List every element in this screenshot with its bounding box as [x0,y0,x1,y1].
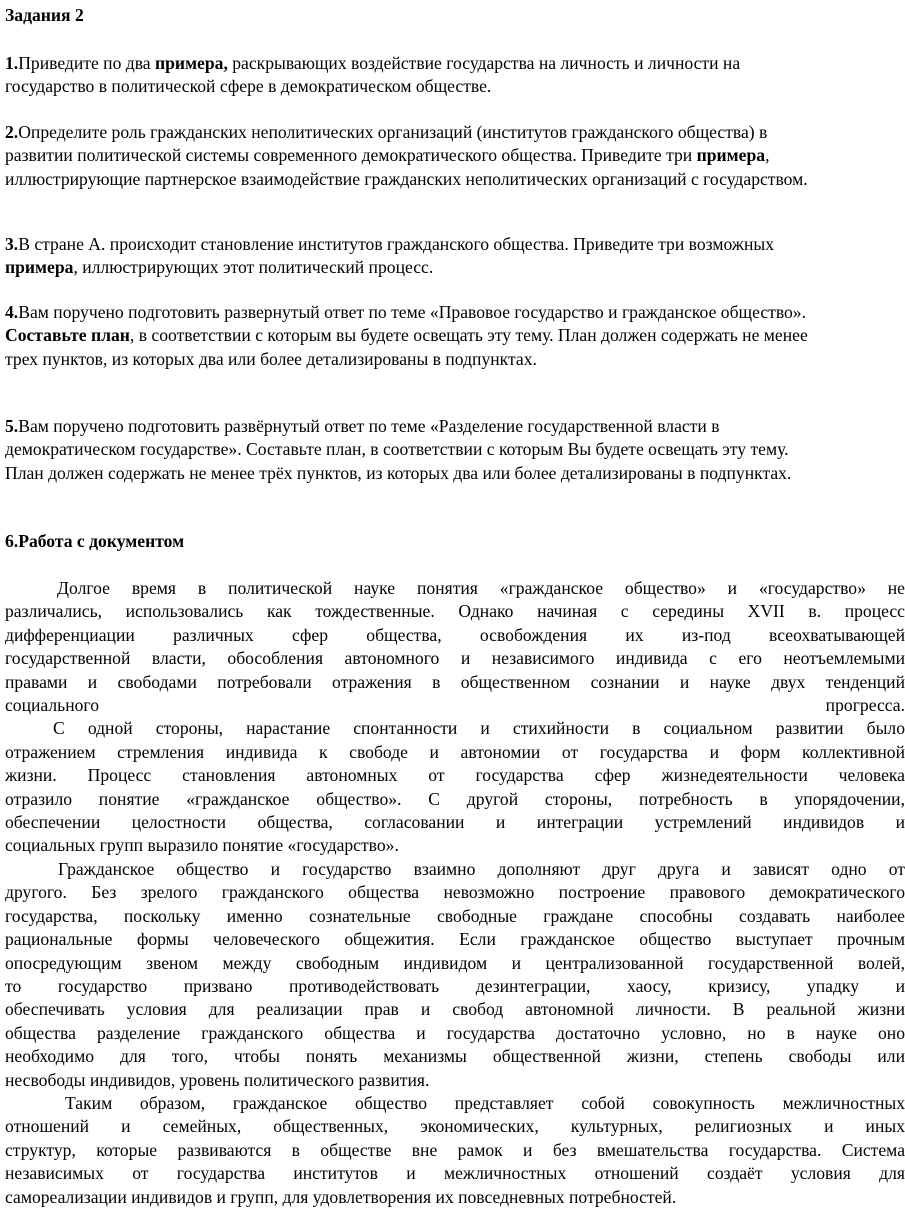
doc-line: С одной стороны, нарастание спонтанности и стихийности в социальном развитии было [53,718,905,739]
document-heading: 6.Работа с документом [5,531,185,551]
task-2 [5,121,811,191]
doc-line: государства, поскольку именно сознательные свободные граждане способны создавать наиболее [5,905,905,926]
doc-line: общества разделение гражданского общества и государства достаточно условно, но в науке оно [5,1022,905,1043]
doc-line: обеспечении целостности общества, согласовании и интеграции устремлений индивидов и [5,812,905,833]
task-number: 2. [5,122,19,142]
doc-line: дифференциации различных сфер общества, освобождения их из-под всеохватывающей [5,624,905,645]
doc-line: другого. Без зрелого гражданского общества невозможно построение правового демократического [5,882,905,903]
task-bold: примера [696,145,766,166]
task-number: 3. [5,234,19,254]
task-text: Вам поручено подготовить развернутый ответ по теме «Правовое государство и гражданское общество». [18,302,806,322]
doc-line: структур, которые развиваются в обществе вне рамок и без вмешательства государства. Система [5,1139,905,1160]
task-5 [5,415,811,485]
task-bold: примера, [155,53,228,73]
task-text-end: раскрывающих воздействие государства на личность и личности на государство в политической сфере в демократическом обществе. [5,53,741,97]
task-text: В стране А. происходит становление институтов гражданского общества. Приведите три возможных [18,234,774,254]
doc-line: самореализации индивидов и групп, для удовлетворения их повседневных потребностей. [5,1186,677,1207]
task-text: Приведите по два [18,53,156,73]
task-bold: примера [5,257,74,278]
task-number: 1. [5,53,19,73]
doc-line: жизни. Процесс становления автономных от государства сфер жизнедеятельности человека [5,765,905,786]
doc-line: Таким образом, гражданское общество представляет собой совокупность межличностных [65,1092,905,1113]
task-bold: Составьте план [5,325,130,346]
doc-line: необходимо для того, чтобы понять механизмы общественной жизни, степень свободы или [5,1046,905,1067]
task-4 [5,301,811,371]
document-excerpt [5,577,905,1209]
doc-line: отражением стремления индивида к свободе и автономии от государства и форм коллективной [5,741,905,762]
doc-line: несвободы индивидов, уровень политического развития. [5,1069,430,1090]
page-title: Задания 2 [5,5,84,25]
task-text-end: , в соответствии с которым вы будете освещать эту тему. План должен содержать не менее трех пунктов, из которых два или более детализированы в подпунктах. [5,325,808,369]
doc-line: Долгое время в политической науке понятия «гражданское общество» и «государство» не [57,578,905,598]
task-3 [5,233,811,280]
task-text: Вам поручено подготовить развёрнутый ответ по теме «Разделение государственной власти в демократическом государстве». Составьте план, в соответствии с которым Вы будете освещать эту тему. План должен содержать не менее трёх пунктов, из которых два или более детализированы в подпунктах. [5,416,792,483]
doc-line: опосредующим звеном между свободным индивидом и централизованной государственной волей, [5,952,905,973]
doc-line: то государство призвано противодействовать дезинтеграции, хаосу, кризису, упадку и [5,975,905,996]
doc-line: обеспечивать условия для реализации прав и свобод автономной личности. В реальной жизни [5,999,905,1020]
doc-line: отношений и семейных, общественных, экономических, культурных, религиозных и иных [5,1116,905,1137]
doc-line: государственной власти, обособления автономного и независимого индивида с его неотъемлемыми [5,648,905,669]
task-text-end: , иллюстрирующих этот политический процесс. [73,257,434,278]
task-text-end: , иллюстрирующие партнерское взаимодействие гражданских неполитических организаций с государством. [5,145,808,189]
task-number: 4. [5,302,19,322]
task-1 [5,52,811,99]
doc-line: правами и свободами потребовали отражения в общественном сознании и науке двух тенденций [5,671,905,692]
doc-line: различались, использовались как тождественные. Однако начиная с середины XVII в. процесс [5,601,905,622]
doc-line: независимых от государства институтов и межличностных отношений создаёт условия для [5,1163,905,1184]
doc-line: Гражданское общество и государство взаимно дополняют друг друга и зависят одно от [58,858,905,879]
doc-line: социальных групп выразило понятие «государство». [5,835,399,856]
task-number: 5. [5,416,19,436]
doc-line: отразило понятие «гражданское общество». С другой стороны, потребность в упорядочении, [5,788,905,809]
task-text: Определите роль гражданских неполитических организаций (институтов гражданского общества) в развитии политической системы современного демократического общества. Приведите три [5,122,768,166]
doc-line: рациональные формы человеческого общежития. Если гражданское общество выступает прочным [5,929,905,950]
doc-line: социального прогресса. [5,695,905,716]
